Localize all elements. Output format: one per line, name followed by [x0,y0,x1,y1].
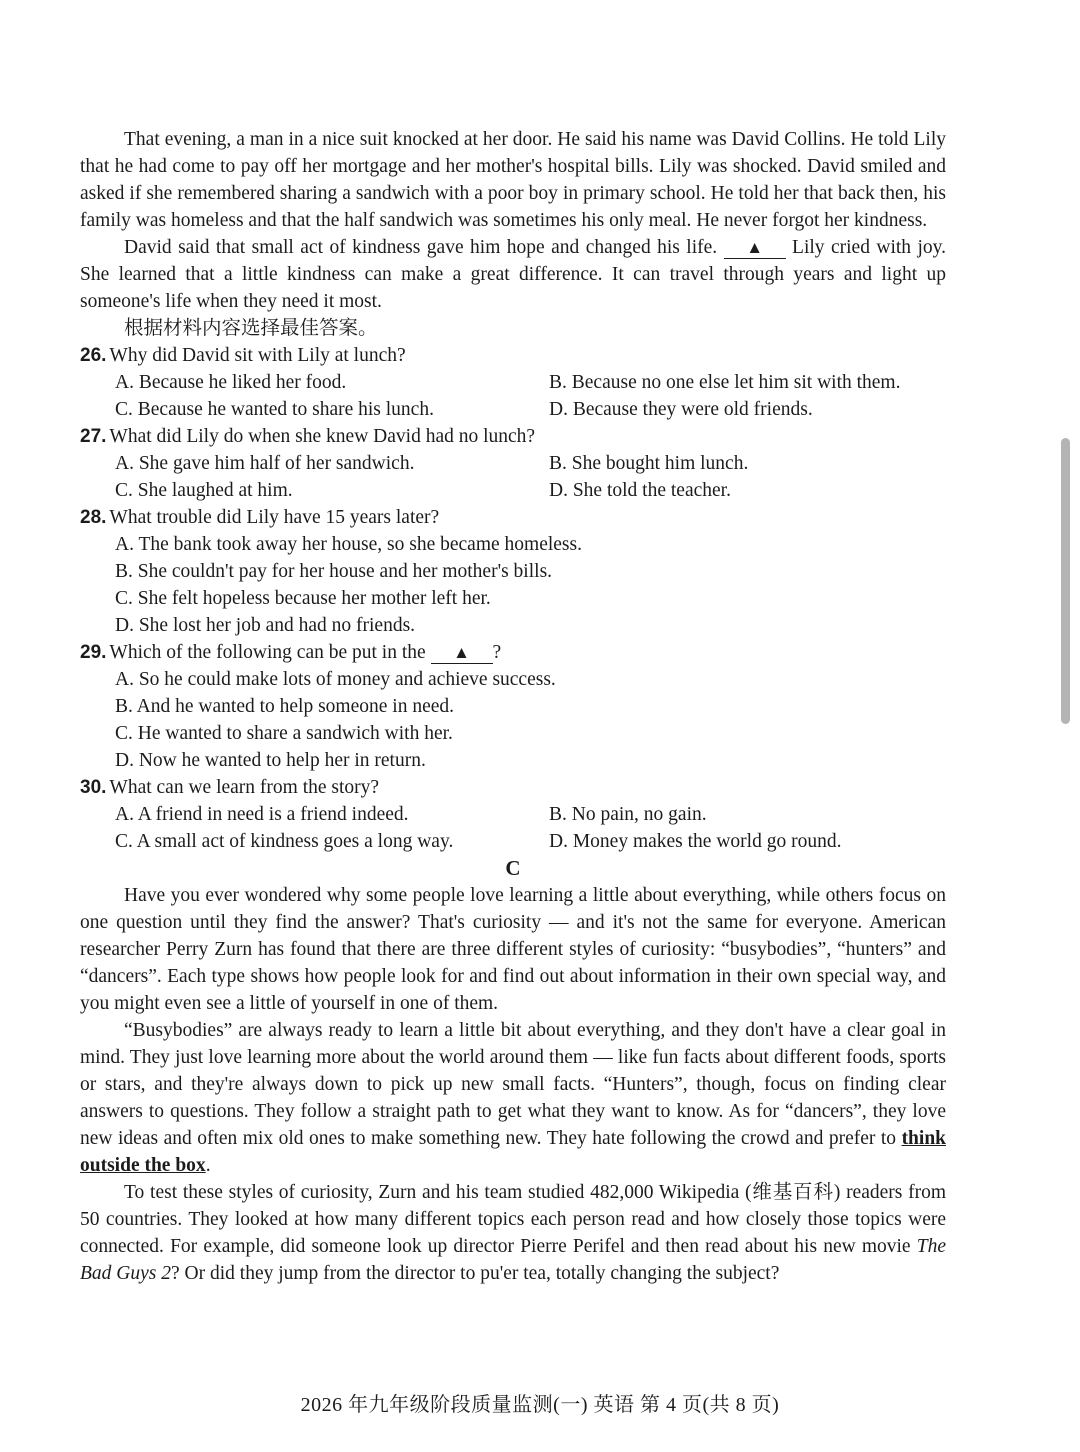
options-27 [80,450,946,504]
options-26 [80,369,946,423]
question-30 [80,774,946,801]
question-text: What did Lily do when she knew David had no lunch? [109,426,536,447]
option-a: A. The bank took away her house, so she became homeless. [115,534,582,555]
movie-title: The Bad Guys 2 [80,1236,946,1284]
option-a: A. She gave him half of her sandwich. [115,453,415,474]
option-c: C. She felt hopeless because her mother left her. [115,588,491,609]
story-paragraph-1: That evening, a man in a nice suit knocked at her door. He said his name was David Collins. He told Lily that he had come to pay off her mortgage and her mother's hospital bills. Lily was shocked. David smiled and asked if she remembered sharing a sandwich with a poor boy in primary school. He told her that back then, his family was homeless and that the half sandwich was sometimes his only meal. He never forgot her kindness. [80,129,946,231]
option-b: B. She couldn't pay for her house and her mother's bills. [115,561,553,582]
option-a: A. A friend in need is a friend indeed. [115,804,409,825]
option-d: D. Now he wanted to help her in return. [115,750,426,771]
question-28 [80,504,946,531]
period: . [205,1155,211,1176]
passage-c-paragraph-2-text: “Busybodies” are always ready to learn a little bit about everything, and they don't have a clear goal in mind. They just love learning more about the world around them — like fun facts about different foods, sports or stars, and they're always down to pick up new small facts. “Hunters”, though, focus on finding clear answers to questions. They follow a straight path to get what they want to know. As for “dancers”, they love new ideas and often mix old ones to make something new. They hate following the crowd and prefer to [80,1020,946,1149]
passage-c-paragraph-2 [80,1017,946,1179]
option-a: A. Because he liked her food. [115,372,347,393]
options-30 [80,801,946,855]
option-b: B. Because no one else let him sit with them. [549,372,901,393]
option-c: C. A small act of kindness goes a long way. [115,831,454,852]
story-paragraph-2 [80,234,946,315]
option-a: A. So he could make lots of money and achieve success. [115,669,556,690]
section-heading: C [505,856,521,880]
option-b: B. And he wanted to help someone in need. [115,696,455,717]
question-text: Why did David sit with Lily at lunch? [109,345,406,366]
option-d: D. She lost her job and had no friends. [115,615,416,636]
scrollbar[interactable] [1061,438,1070,724]
option-c: C. Because he wanted to share his lunch. [115,399,434,420]
story-paragraph-2-start: David said that small act of kindness gave him hope and changed his life. [124,237,718,258]
question-text: What trouble did Lily have 15 years later? [109,507,440,528]
option-c: C. She laughed at him. [115,480,293,501]
underlined-phrase: think outside the box [80,1128,947,1176]
passage-c-paragraph-3-start: To test these styles of curiosity, Zurn and his team studied 482,000 Wikipedia (维基百科) readers from 50 countries. They looked at how many different topics each person read and how closely those topics were connected. For example, did someone look up director Pierre Perifel and then read about his new movie [80,1182,946,1257]
question-text: Which of the following can be put in the [109,642,426,663]
question-number: 27. [80,426,107,447]
page-footer: 2026 年九年级阶段质量监测(一) 英语 第 4 页(共 8 页) [300,1394,780,1416]
option-b: B. No pain, no gain. [549,804,707,825]
question-mark: ? [492,642,502,663]
answer-blank-reference [431,643,493,664]
question-27 [80,423,946,450]
page-content [80,126,946,1287]
option-c: C. He wanted to share a sandwich with her. [115,723,453,744]
question-number: 29. [80,642,107,663]
option-d: D. Because they were old friends. [549,399,813,420]
story-paragraph-2-end: Lily cried with joy. She learned that a little kindness can make a great difference. It can travel through years and light up someone's life when they need it most. [80,237,947,312]
triangle-marker-icon: ▲ [453,643,470,662]
passage-c-paragraph-1: Have you ever wondered why some people love learning a little about everything, while others focus on one question until they find the answer? That's curiosity — and it's not the same for everyone. American researcher Perry Zurn has found that there are three different styles of curiosity: “busybodies”, “hunters” and “dancers”. Each type shows how people look for and find out about information in their own special way, and you might even see a little of yourself in one of them. [80,885,946,1014]
option-b: B. She bought him lunch. [549,453,749,474]
question-number: 30. [80,777,107,798]
question-number: 28. [80,507,107,528]
option-d: D. Money makes the world go round. [549,831,842,852]
question-number: 26. [80,345,107,366]
passage-c-paragraph-3-end: ? Or did they jump from the director to pu'er tea, totally changing the subject? [171,1263,780,1284]
instruction: 根据材料内容选择最佳答案。 [124,318,378,339]
question-text: What can we learn from the story? [109,777,380,798]
question-29 [80,639,946,666]
passage-c-paragraph-3 [80,1179,946,1287]
triangle-marker-icon: ▲ [746,238,764,257]
option-d: D. She told the teacher. [549,480,731,501]
answer-blank [724,238,786,259]
question-26 [80,342,946,369]
